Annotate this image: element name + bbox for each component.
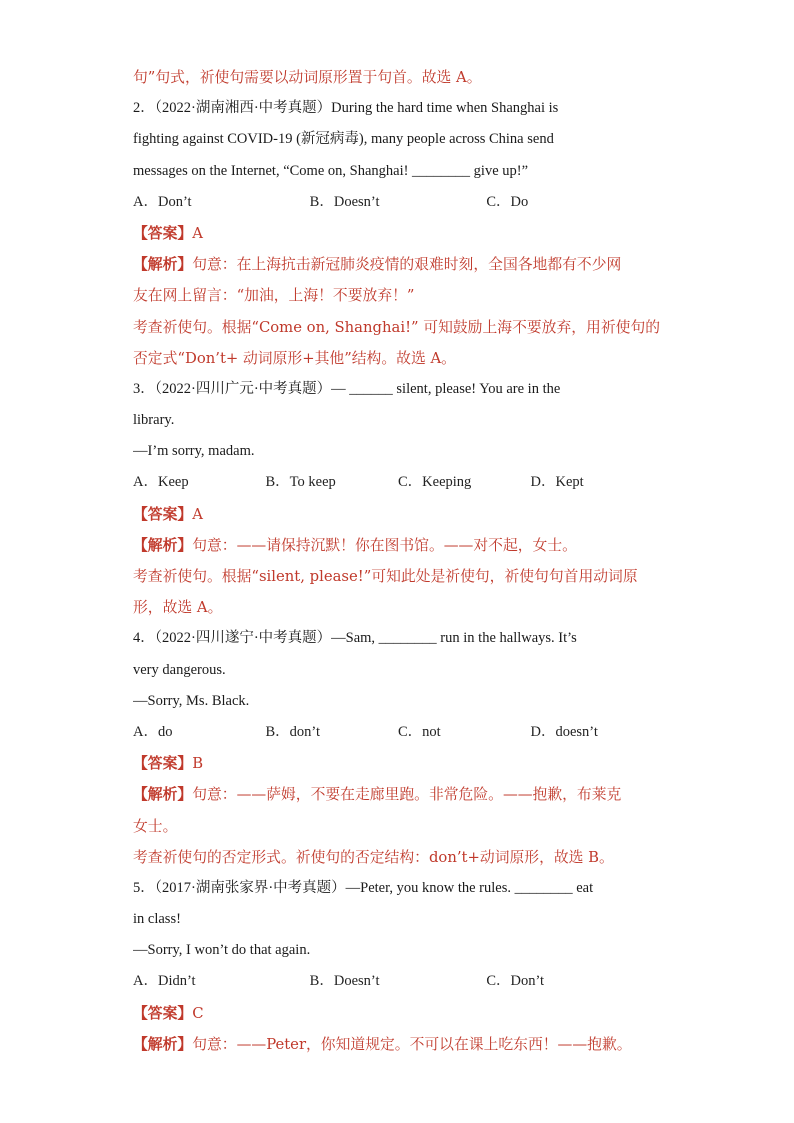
question-line: 2．（2022·湖南湘西·中考真题）During the hard time when Shanghai is — [133, 100, 559, 117]
option-choice: A．Keep — [133, 474, 189, 491]
option-choice: A．Didn’t — [133, 973, 196, 990]
option-choice: C．Don’t — [486, 973, 545, 990]
options-row — [133, 966, 663, 997]
explanation-line: 句”句式，祈使句需要以动词原形置于句首。故选 A。 — [133, 69, 482, 86]
analysis-text: 句意：——萨姆，不要在走廊里跑。非常危险。——抱歉，布莱克 — [192, 786, 622, 804]
document-page — [133, 62, 663, 1060]
answer-label: 【答案】 — [133, 755, 193, 773]
option-choice: B．don’t — [265, 723, 321, 740]
explanation-line: 考查祈使句。根据“Come on, Shanghai!” 可知鼓励上海不要放弃，用祈使句的 — [133, 318, 661, 336]
question-line: —I’m sorry, madam. — [133, 443, 255, 460]
analysis-line — [133, 530, 663, 561]
analysis-line — [133, 249, 663, 280]
analysis-line — [133, 779, 663, 810]
analysis-text: 句意：在上海抗击新冠肺炎疫情的艰难时刻，全国各地都有不少网 — [192, 256, 622, 274]
question-line: —Sorry, Ms. Black. — [133, 692, 250, 709]
analysis-line — [133, 1029, 663, 1060]
explanation-line: 否定式“Don’t+ 动词原形+其他”结构。故选 A。 — [133, 349, 456, 367]
analysis-label: 【解析】 — [133, 536, 193, 554]
question-line: very dangerous. — [133, 661, 226, 678]
answer-value: B — [192, 755, 204, 773]
option-choice: B．Doesn’t — [309, 973, 380, 990]
analysis-label: 【解析】 — [133, 256, 193, 274]
option-choice: A．Don’t — [133, 193, 192, 210]
option-choice: B．To keep — [265, 474, 336, 491]
question-line: 5．（2017·湖南张家界·中考真题）—Peter, you know the rules. ________ eat — [133, 879, 594, 896]
option-choice: A．do — [133, 723, 173, 740]
options-row — [133, 467, 663, 498]
question-line: —Sorry, I won’t do that again. — [133, 942, 311, 959]
options-row — [133, 187, 663, 218]
analysis-text: 句意：——请保持沉默！你在图书馆。——对不起，女士。 — [192, 536, 577, 554]
option-choice: C．Keeping — [398, 474, 472, 491]
answer-line — [133, 748, 663, 779]
answer-label: 【答案】 — [133, 505, 193, 523]
question-line: in class! — [133, 911, 181, 928]
analysis-text: 句意：——Peter，你知道规定。不可以在课上吃东西！——抱歉。 — [192, 1035, 632, 1053]
explanation-line: 女士。 — [133, 817, 178, 835]
answer-value: A — [192, 224, 203, 242]
option-choice: C．Do — [486, 193, 529, 210]
option-choice: D．doesn’t — [530, 723, 598, 740]
option-choice: B．Doesn’t — [309, 193, 380, 210]
explanation-line: 形，故选 A。 — [133, 599, 223, 617]
options-row — [133, 717, 663, 748]
question-line: 4．（2022·四川遂宁·中考真题）—Sam, ________ run in the hallways. It’s — [133, 630, 577, 647]
answer-line — [133, 998, 663, 1029]
answer-line — [133, 218, 663, 249]
question-line: 3．（2022·四川广元·中考真题）— ______ silent, please! You are in the — [133, 380, 561, 397]
explanation-line: 考查祈使句。根据“silent, please!”可知此处是祈使句，祈使句句首用动词原 — [133, 568, 638, 585]
answer-label: 【答案】 — [133, 224, 193, 242]
analysis-label: 【解析】 — [133, 1035, 193, 1053]
answer-line — [133, 499, 663, 530]
analysis-label: 【解析】 — [133, 786, 193, 804]
question-line: messages on the Internet, “Come on, Shanghai! ________ give up!” — [133, 162, 529, 179]
answer-value: C — [192, 1004, 204, 1022]
answer-label: 【答案】 — [133, 1004, 193, 1022]
explanation-line: 友在网上留言：“加油，上海！不要放弃！” — [133, 287, 415, 305]
option-choice: D．Kept — [530, 474, 584, 491]
question-line: library. — [133, 412, 175, 429]
explanation-line: 考查祈使句的否定形式。祈使句的否定结构：don’t+动词原形，故选 B。 — [133, 848, 614, 866]
answer-value: A — [192, 505, 203, 523]
question-line: fighting against COVID-19 (新冠病毒), many people across China send — [133, 131, 554, 148]
option-choice: C．not — [398, 723, 441, 740]
